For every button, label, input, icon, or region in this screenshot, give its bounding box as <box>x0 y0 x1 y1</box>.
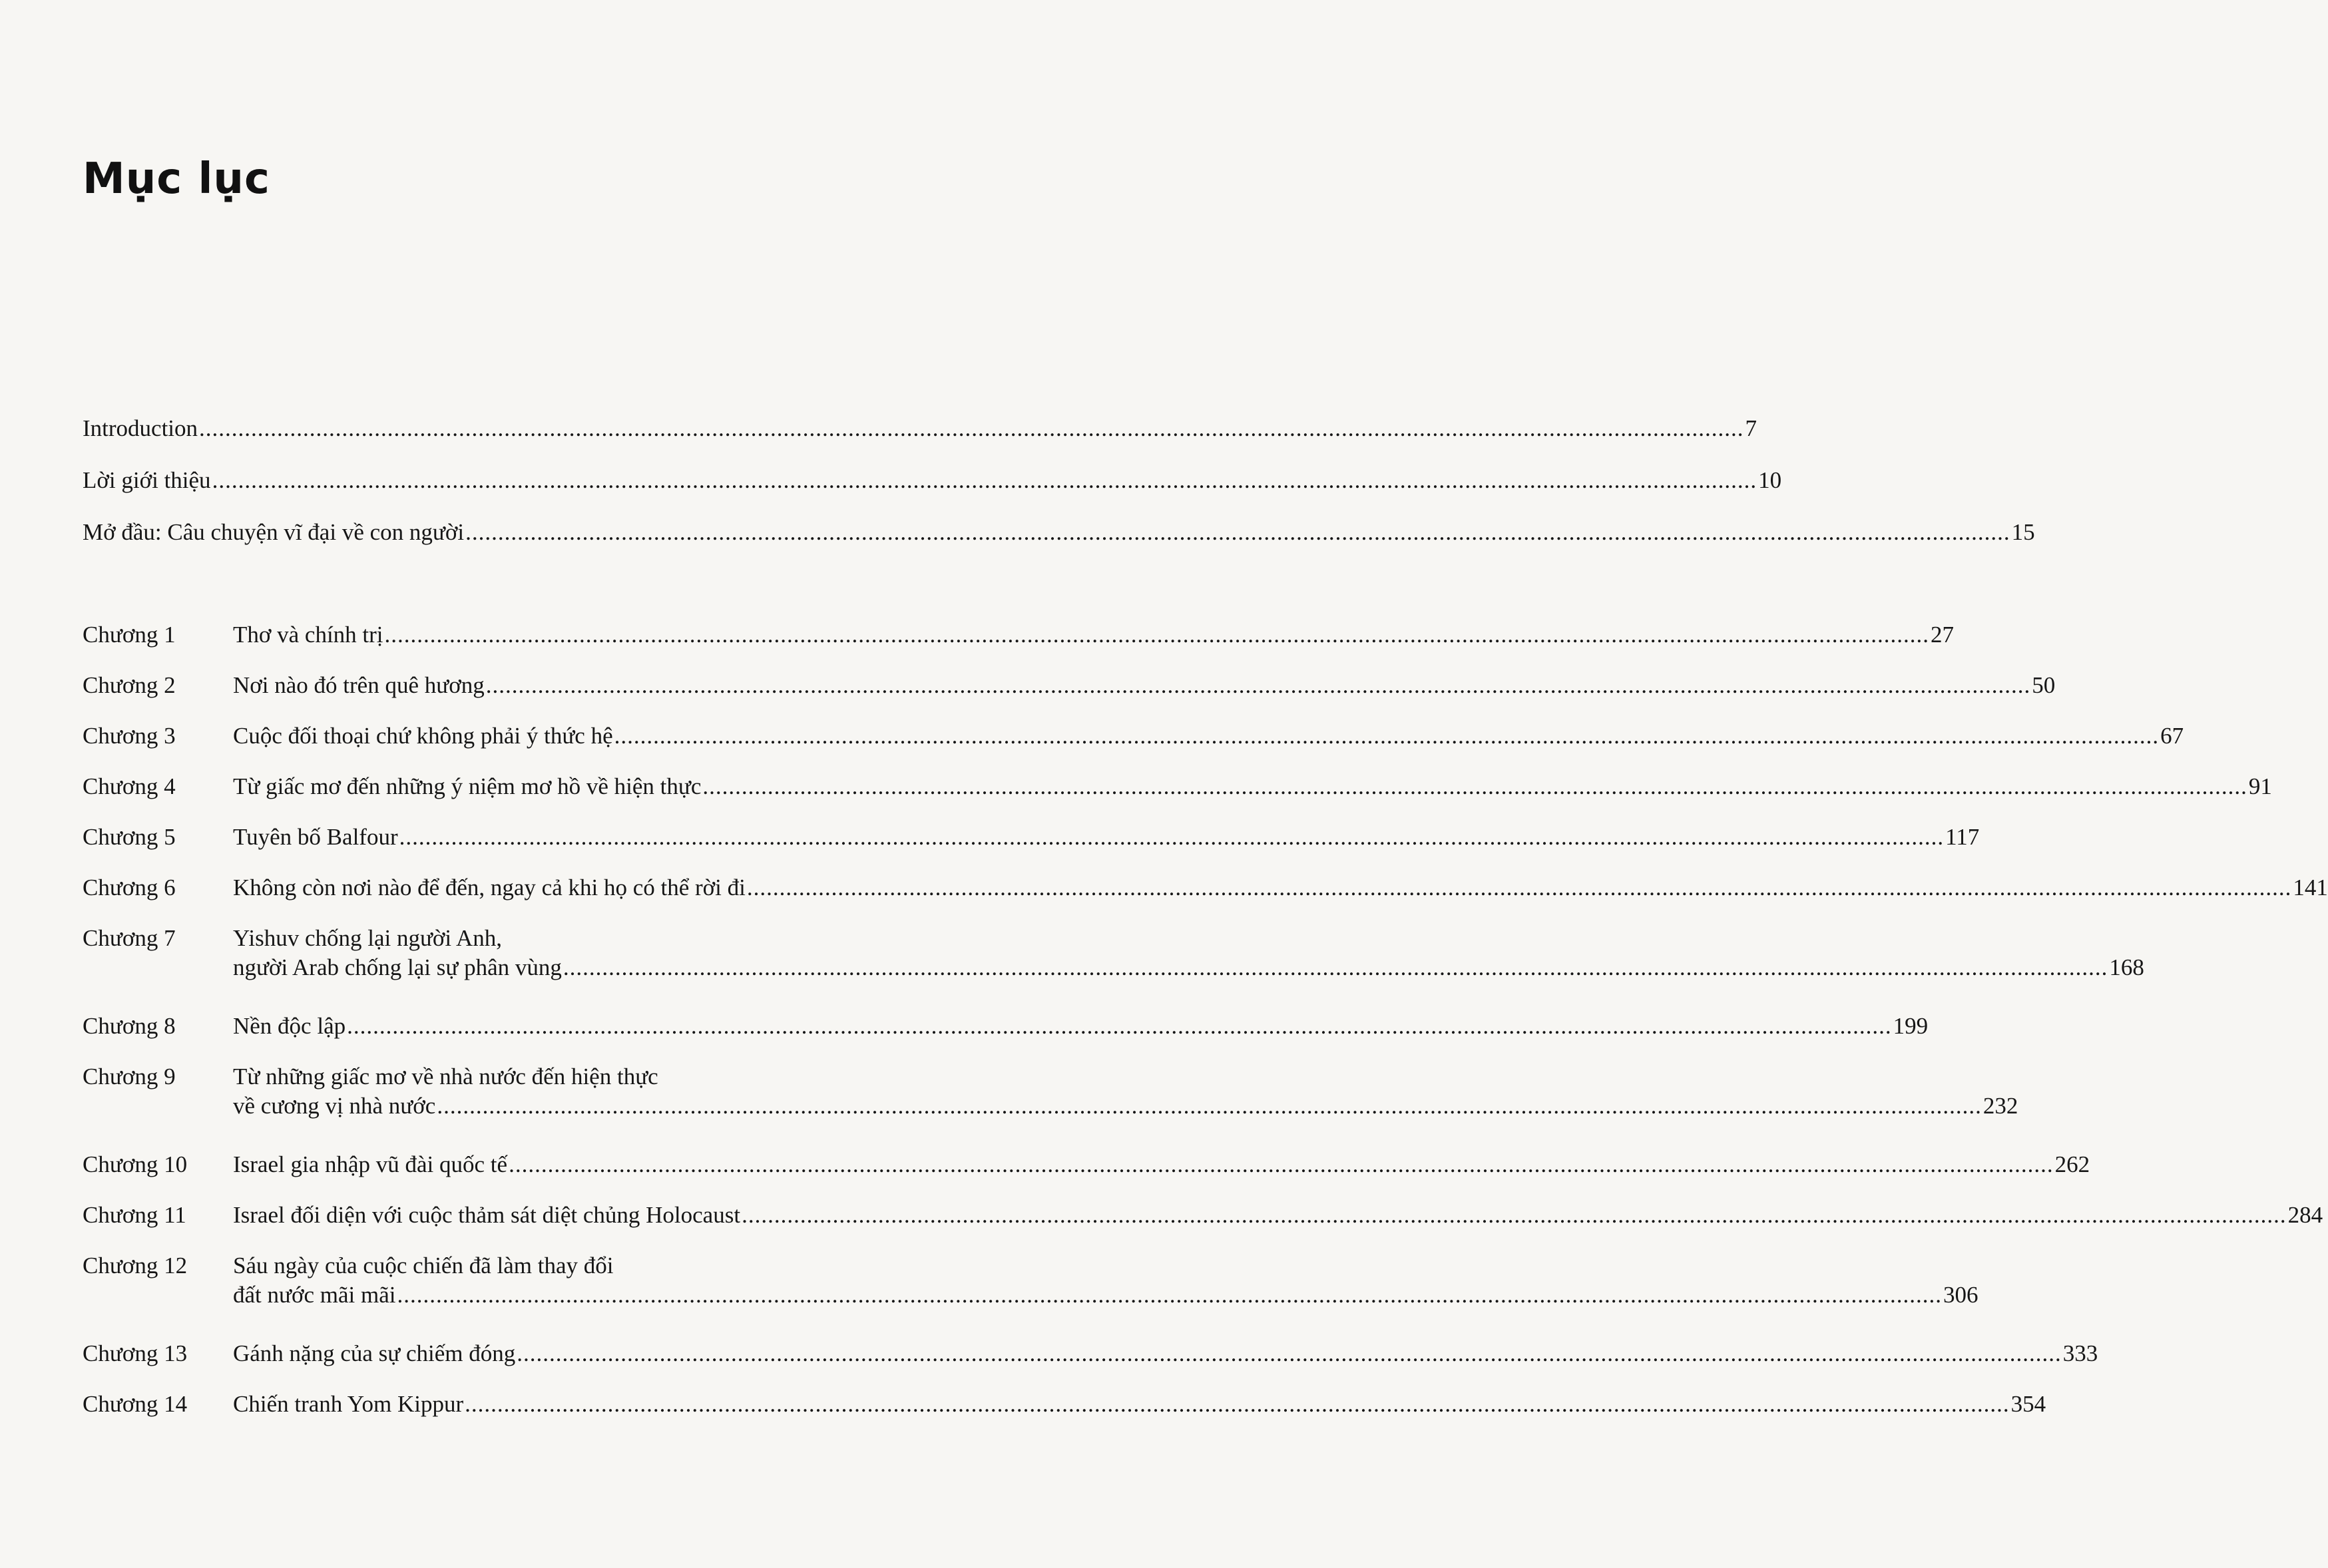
chapter-label: Chương 13 <box>83 1340 188 1366</box>
chapter-title-line-1: Từ những giấc mơ về nhà nước đến hiện thực <box>233 1064 658 1089</box>
dot-leader <box>517 1339 2062 1368</box>
entry-title: Mở đầu: Câu chuyện vĩ đại về con người <box>83 519 465 545</box>
toc-entry-chapter-12[interactable] <box>83 1251 1979 1310</box>
chapter-page: 168 <box>2109 954 2144 980</box>
chapter-label: Chương 7 <box>83 925 176 951</box>
toc-entry-chapter-7[interactable] <box>83 924 2144 982</box>
chapter-label: Chương 5 <box>83 824 176 850</box>
chapter-title-line-1: Sáu ngày của cuộc chiến đã làm thay đổi <box>233 1253 614 1278</box>
toc-entry-mo-dau[interactable] <box>83 518 2035 547</box>
chapter-title: Israel đối diện với cuộc thảm sát diệt chủng Holocaust <box>233 1202 741 1228</box>
chapter-label: Chương 10 <box>83 1151 188 1177</box>
dot-leader <box>347 1012 1892 1041</box>
chapter-page: 262 <box>2054 1151 2090 1177</box>
chapter-page: 117 <box>1945 824 1980 850</box>
chapter-title: Không còn nơi nào để đến, ngay cả khi họ có thể rời đi <box>233 875 746 900</box>
dot-leader <box>465 518 2010 547</box>
chapter-title-line-2: về cương vị nhà nước <box>233 1093 436 1119</box>
chapter-page: 354 <box>2010 1391 2046 1417</box>
chapter-label: Chương 2 <box>83 672 176 698</box>
chapter-label: Chương 8 <box>83 1013 176 1039</box>
chapter-label: Chương 12 <box>83 1253 188 1278</box>
dot-leader <box>399 823 1945 852</box>
toc-entry-chapter-1[interactable] <box>83 620 1955 650</box>
chapter-label: Chương 6 <box>83 875 176 900</box>
chapter-title-line-2: người Arab chống lại sự phân vùng <box>233 954 562 980</box>
dot-leader <box>742 1201 2287 1230</box>
chapter-title: Chiến tranh Yom Kippur <box>233 1391 464 1417</box>
chapter-page: 232 <box>1982 1093 2018 1119</box>
dot-leader <box>702 772 2247 801</box>
page-title: Mục lục <box>83 154 270 204</box>
chapter-title: Nơi nào đó trên quê hương <box>233 672 485 698</box>
toc-entry-chapter-9[interactable] <box>83 1062 2018 1121</box>
chapter-page: 67 <box>2160 723 2184 749</box>
chapter-label: Chương 14 <box>83 1391 188 1417</box>
dot-leader <box>465 1390 2010 1419</box>
chapter-title-line-2: đất nước mãi mãi <box>233 1282 396 1308</box>
chapter-page: 306 <box>1943 1282 1979 1308</box>
dot-leader <box>747 873 2292 902</box>
chapter-page: 27 <box>1931 622 1955 648</box>
dot-leader <box>397 1280 1943 1310</box>
toc-entry-chapter-3[interactable] <box>83 721 2184 751</box>
chapter-label: Chương 4 <box>83 773 176 799</box>
chapter-label: Chương 9 <box>83 1064 176 1089</box>
chapter-label: Chương 11 <box>83 1202 186 1228</box>
dot-leader <box>509 1150 2054 1179</box>
toc-entry-loi-gioi-thieu[interactable] <box>83 466 1782 495</box>
toc-entry-chapter-5[interactable] <box>83 823 1980 852</box>
toc-entry-chapter-14[interactable] <box>83 1390 2046 1419</box>
dot-leader <box>212 466 1757 495</box>
toc-entry-introduction[interactable] <box>83 414 1757 443</box>
toc-entry-chapter-10[interactable] <box>83 1150 2090 1179</box>
entry-title: Lời giới thiệu <box>83 467 211 493</box>
chapter-label: Chương 1 <box>83 622 176 648</box>
chapter-title: Cuộc đối thoại chứ không phải ý thức hệ <box>233 723 613 749</box>
dot-leader <box>437 1091 1982 1121</box>
chapter-title: Từ giấc mơ đến những ý niệm mơ hồ về hiện thực <box>233 773 702 799</box>
toc-entry-chapter-6[interactable] <box>83 873 2328 902</box>
entry-page: 7 <box>1745 415 1757 441</box>
dot-leader <box>199 414 1744 443</box>
chapter-title: Israel gia nhập vũ đài quốc tế <box>233 1151 508 1177</box>
chapter-page: 199 <box>1893 1013 1929 1039</box>
chapter-title: Tuyên bố Balfour <box>233 824 398 850</box>
entry-page: 10 <box>1758 467 1782 493</box>
toc-entry-chapter-8[interactable] <box>83 1012 1929 1041</box>
chapter-page: 91 <box>2248 773 2272 799</box>
toc-entry-chapter-4[interactable] <box>83 772 2272 801</box>
chapter-page: 50 <box>2032 672 2056 698</box>
dot-leader <box>614 721 2160 751</box>
chapter-title: Gánh nặng của sự chiếm đóng <box>233 1340 516 1366</box>
entry-title: Introduction <box>83 415 198 441</box>
dot-leader <box>563 953 2108 982</box>
chapter-title-line-1: Yishuv chống lại người Anh, <box>233 925 503 951</box>
toc-entry-chapter-11[interactable] <box>83 1201 2323 1230</box>
entry-page: 15 <box>2011 519 2035 545</box>
chapter-title: Thơ và chính trị <box>233 622 383 648</box>
chapter-page: 284 <box>2287 1202 2323 1228</box>
chapter-page: 141 <box>2293 875 2328 900</box>
chapter-label: Chương 3 <box>83 723 176 749</box>
dot-leader <box>486 671 2031 700</box>
dot-leader <box>385 620 1930 650</box>
toc-entry-chapter-13[interactable] <box>83 1339 2098 1368</box>
chapter-title: Nền độc lập <box>233 1013 346 1039</box>
chapter-page: 333 <box>2062 1340 2098 1366</box>
toc-entry-chapter-2[interactable] <box>83 671 2056 700</box>
